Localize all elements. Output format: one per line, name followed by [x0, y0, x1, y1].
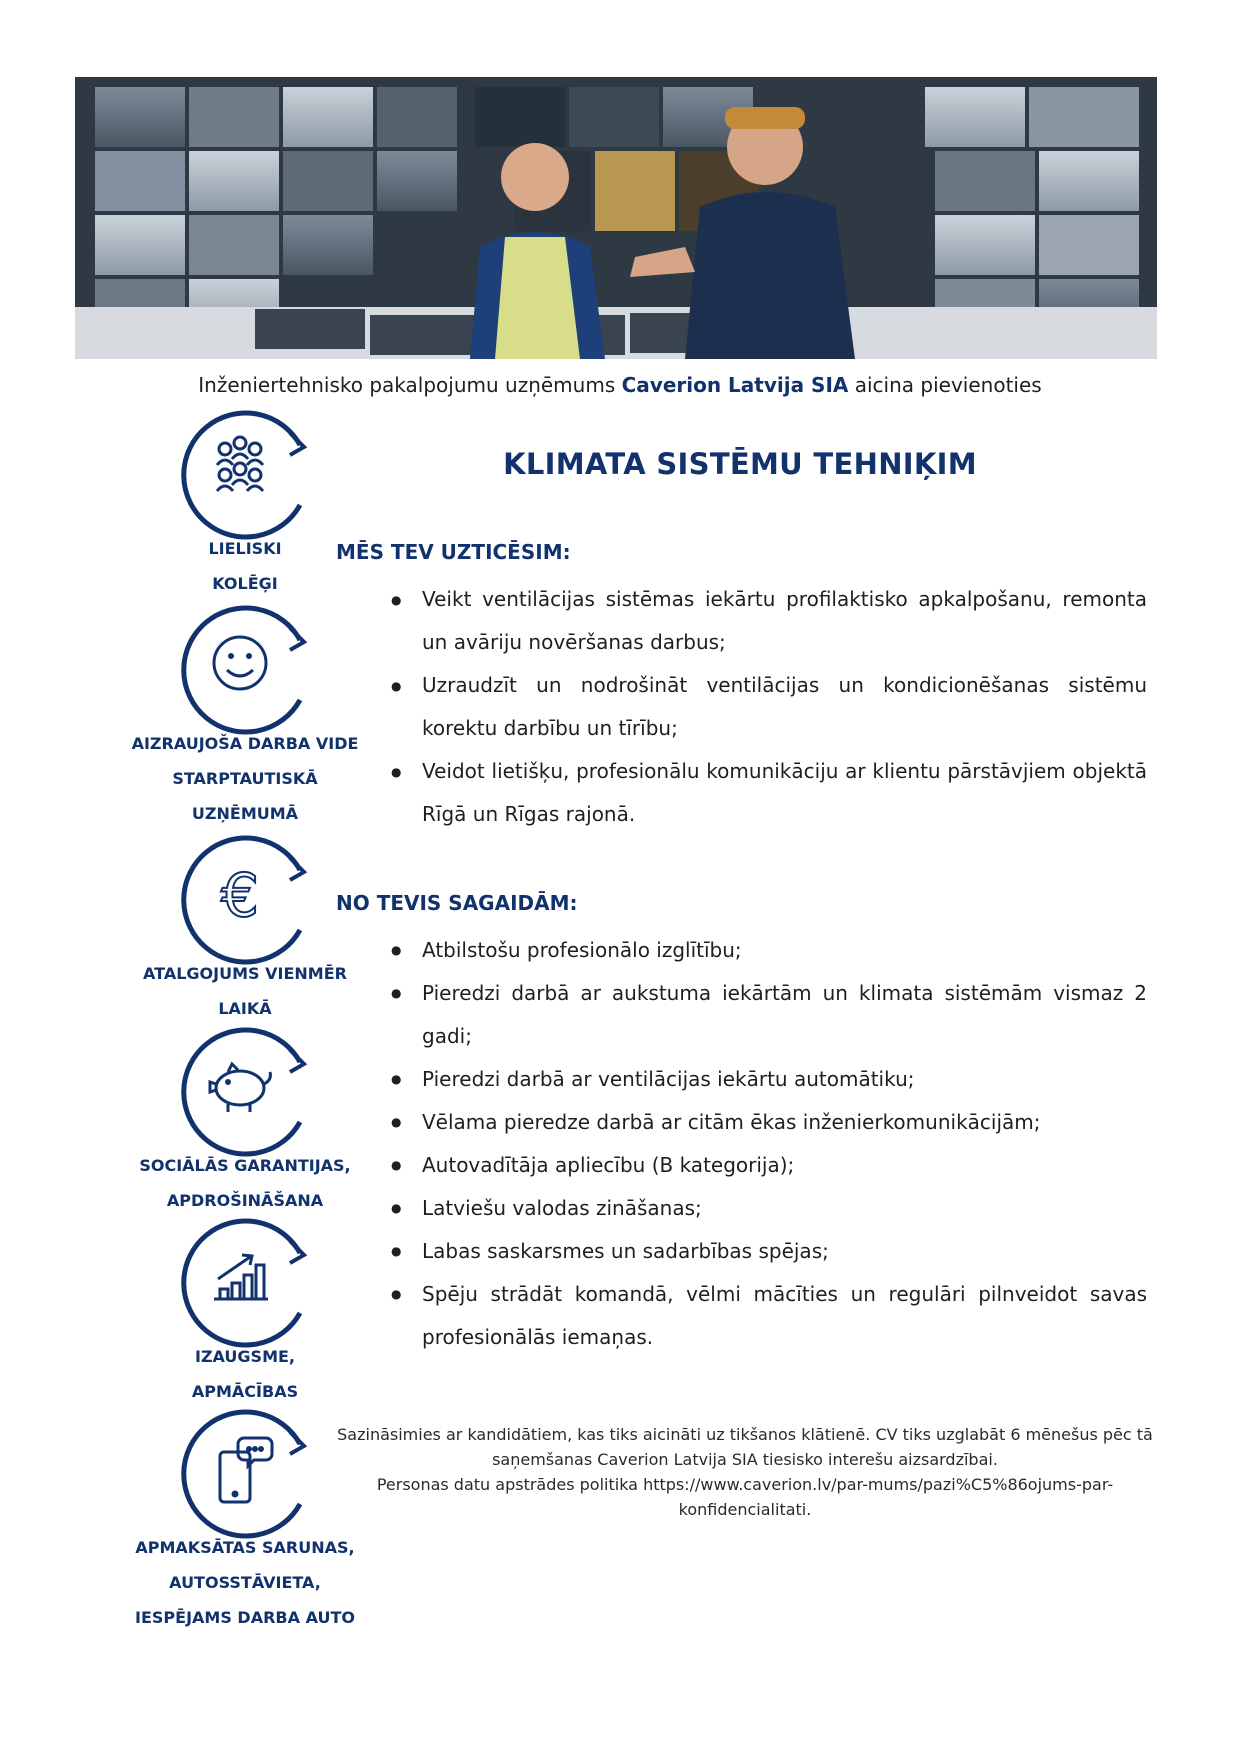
phone-chat-icon: [140, 1404, 340, 1544]
list-item: ● Pieredzi darbā ar ventilācijas iekārtu automātiku;: [377, 1058, 1147, 1101]
company-name: Caverion Latvija SIA: [621, 373, 849, 397]
piggy-bank-icon: [140, 1022, 340, 1162]
footer-line: Personas datu apstrādes politika https://www.caverion.lv/par-mums/pazi%C5%86ojums-par-: [376, 1475, 1114, 1494]
benefit-label: KOLĒĢI: [212, 574, 278, 593]
growth-chart-icon: [140, 1213, 340, 1353]
benefit-label: APMAKSĀTAS SARUNAS,: [135, 1538, 355, 1557]
job-title: KLIMATA SISTĒMU TEHNIĶIM: [503, 447, 977, 481]
intro-line: [0, 373, 1240, 397]
smiley-face-icon: [140, 600, 340, 740]
benefit-label: APDROŠINĀŠANA: [166, 1191, 324, 1210]
benefit-label: IZAUGSME,: [194, 1347, 296, 1366]
list-item: ● Veidot lietišķu, profesionālu komunikāciju ar klientu pārstāvjiem objektā Rīgā un Rīgas rajonā.: [377, 750, 1147, 836]
requirements-list: [377, 929, 1147, 1359]
intro-suffix: aicina pievienoties: [848, 373, 1042, 397]
benefit-label: AIZRAUJOŠA DARBA VIDE: [131, 734, 359, 753]
benefit-label: AUTOSSTĀVIETA,: [169, 1573, 321, 1592]
intro-prefix: Inženiertehnisko pakalpojumu uzņēmums: [198, 373, 622, 397]
duties-list: [377, 578, 1147, 836]
list-item: ● Uzraudzīt un nodrošināt ventilācijas un kondicionēšanas sistēmu korektu darbību un tīrību;: [377, 664, 1147, 750]
list-item: ● Atbilstošu profesionālo izglītību;: [377, 929, 1147, 972]
svg-text:€: €: [220, 861, 260, 931]
footer-line: saņemšanas Caverion Latvija SIA tiesisko interešu aizsardzībai.: [492, 1450, 998, 1469]
benefit-label: IESPĒJAMS DARBA AUTO: [135, 1608, 355, 1627]
benefit-label: LAIKĀ: [218, 999, 272, 1018]
section-heading-duties: MĒS TEV UZTICĒSIM:: [336, 540, 571, 564]
benefit-label: UZŅĒMUMĀ: [191, 804, 299, 823]
benefit-label: STARPTAUTISKĀ: [172, 769, 318, 788]
privacy-footer: [330, 1422, 1160, 1522]
euro-icon: [140, 830, 340, 970]
list-item: ● Latviešu valodas zināšanas;: [377, 1187, 1147, 1230]
benefit-label: ATALGOJUMS VIENMĒR: [143, 964, 347, 983]
list-item: ● Autovadītāja apliecību (B kategorija);: [377, 1144, 1147, 1187]
list-item: ● Veikt ventilācijas sistēmas iekārtu profilaktisko apkalpošanu, remonta un avāriju novēršanas darbus;: [377, 578, 1147, 664]
list-item: ● Spēju strādāt komandā, vēlmi mācīties un regulāri pilnveidot savas profesionālās iemaņas.: [377, 1273, 1147, 1359]
list-item: ● Pieredzi darbā ar aukstuma iekārtām un klimata sistēmām vismaz 2 gadi;: [377, 972, 1147, 1058]
benefit-label: LIELISKI: [208, 539, 282, 558]
benefit-label: APMĀCĪBAS: [191, 1382, 299, 1401]
people-group-icon: [140, 405, 340, 545]
list-item: ● Vēlama pieredze darbā ar citām ēkas inženierkomunikācijām;: [377, 1101, 1147, 1144]
section-heading-requirements: NO TEVIS SAGAIDĀM:: [336, 891, 578, 915]
benefit-label: SOCIĀLĀS GARANTIJAS,: [139, 1156, 351, 1175]
footer-line: Sazināsimies ar kandidātiem, kas tiks aicināti uz tikšanos klātienē. CV tiks uzglabāt 6 mēnešus pēc tā: [337, 1425, 1153, 1444]
hero-photo: [75, 77, 1157, 359]
footer-line: konfidencialitati.: [678, 1500, 812, 1519]
list-item: ● Labas saskarsmes un sadarbības spējas;: [377, 1230, 1147, 1273]
